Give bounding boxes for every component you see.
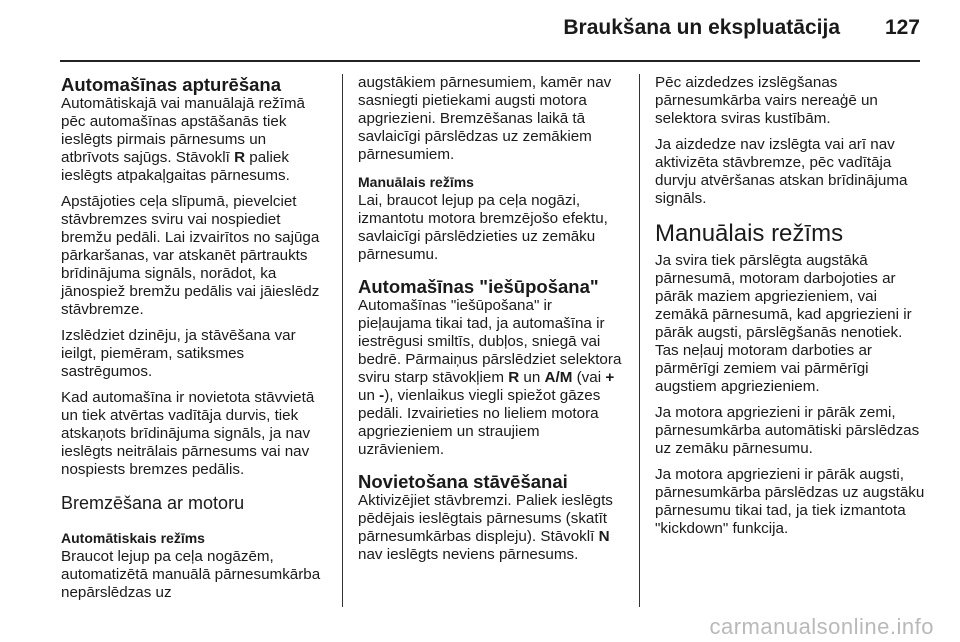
column-divider [639,74,640,607]
subheading-manual-mode: Manuālais režīms [358,174,474,190]
column-1 [61,74,327,610]
paragraph: Ja motora apgriezieni ir pārāk augsti, pārnesumkārba pārslēdzas uz augstāku pārnesumu tikai tad, ja tiek izmantota "kickdown" funkcija. [655,466,925,537]
column-divider [342,74,343,607]
paragraph: Ja aizdedze nav izslēgta vai arī nav aktivizēta stāvbremze, pēc vadītāja durvju atvēršanas atskan brīdinājuma signāls. [655,136,908,207]
paragraph: Aktivizējiet stāvbremzi. Paliek ieslēgts pēdējais ieslēgtais pārnesums (skatīt pārnesumkārbas displeju). Stāvoklī N nav ieslēgts neviens pārnesums. [358,492,613,563]
header-divider [60,60,920,62]
paragraph: augstākiem pārnesumiem, kamēr nav sasniegti pietiekami augsti motora apgriezieni. Bremzēšanas laikā tā savlaicīgi pārslēdzas uz zemākiem pārnesumiem. [358,74,612,163]
paragraph: Automātiskajā vai manuālajā režīmā pēc automašīnas apstāšanās tiek ieslēgts pirmais pārnesums un atbrīvots sajūgs. Stāvoklī R paliek ieslēgts atpakaļgaitas pārnesums. [61,95,305,184]
paragraph: Ja svira tiek pārslēgta augstākā pārnesumā, motoram darbojoties ar pārāk maziem apgriezieniem, vai zemākā pārnesumā, kad apgriezieni ir pārāk augsti, pārslēgšanās nenotiek. Tas neļauj motoram darboties ar pārmērīgi zemiem vai pārmērīgi augstiem apgriezieniem. [655,252,912,395]
subheading-automatic-mode: Automātiskais režīms [61,530,205,546]
paragraph: Automašīnas "iešūpošana" ir pieļaujama tikai tad, ja automašīna ir iestrēgusi smiltīs, dubļos, sniegā vai bedrē. Pārmaiņus pārslēdziet selektora sviru starp stāvokļiem R un A/M (vai + un -), vienlaikus viegli spiežot gāzes pedāli. Izvairieties no lieliem motora apgriezieniem un straujiem uzrāvieniem. [358,297,622,458]
paragraph: Braucot lejup pa ceļa nogāzēm, automatizētā manuālā pārnesumkārba nepārslēdzas uz [61,548,321,601]
section-heading-stopping: Automašīnas apturēšana [61,74,282,95]
section-heading-manual-mode: Manuālais režīms [655,220,844,247]
section-heading-engine-braking: Bremzēšana ar motoru [61,493,245,513]
page-header [0,0,960,62]
watermark: carmanualsonline.info [709,614,934,639]
section-heading-parking: Novietošana stāvēšanai [358,471,568,492]
paragraph: Ja motora apgriezieni ir pārāk zemi, pārnesumkārba automātiski pārslēdzas uz zemāku pārnesumu. [655,404,920,457]
column-2 [358,74,626,572]
paragraph: Kad automašīna ir novietota stāvvietā un tiek atvērtas vadītāja durvis, tiek atskaņots brīdinājuma signāls, ja nav ieslēgts neitrālais pārnesums vai nav nospiests bremzes pedālis. [61,389,315,478]
column-3 [655,74,925,546]
paragraph: Apstājoties ceļa slīpumā, pievelciet stāvbremzes sviru vai nospiediet bremžu pedāli. Lai izvairītos no sajūga pārkaršanas, var atskanēt pārtraukts brīdinājuma signāls, norādot, ka jānospiež bremžu pedālis vai jāieslēdz stāvbremze. [61,193,320,318]
paragraph: Pēc aizdedzes izslēgšanas pārnesumkārba vairs nereaģē un selektora sviras kustībām. [655,74,878,127]
page-number: 127 [884,16,920,39]
paragraph: Izslēdziet dzinēju, ja stāvēšana var ieilgt, piemēram, satiksmes sastrēgumos. [61,327,296,380]
paragraph: Lai, braucot lejup pa ceļa nogāzi, izmantotu motora bremzējošo efektu, savlaicīgi pārslēdzieties uz zemāku pārnesumu. [358,192,608,263]
running-header-title: Braukšana un ekspluatācija [563,16,840,39]
section-heading-rocking: Automašīnas "iešūpošana" [358,276,599,297]
